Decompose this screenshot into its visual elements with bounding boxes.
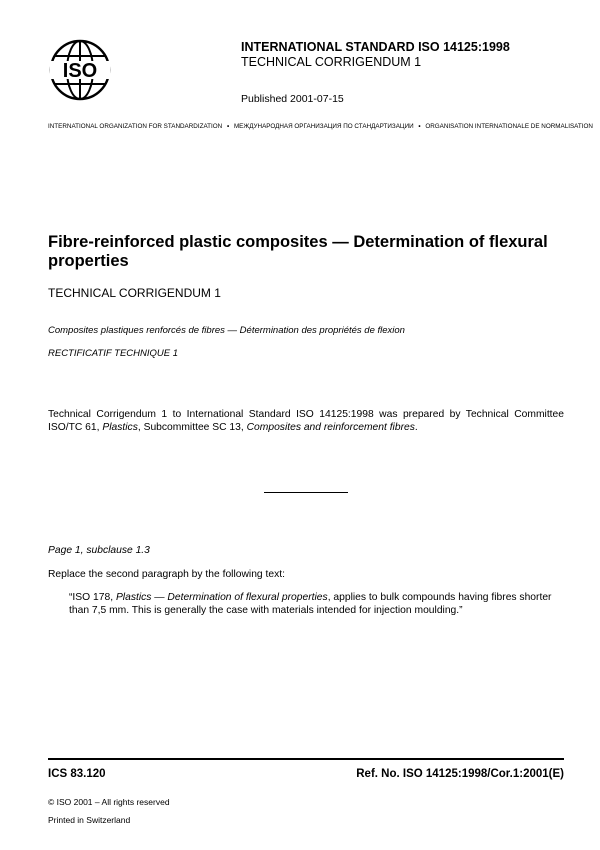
clause-location: Page 1, subclause 1.3 xyxy=(48,545,150,556)
corrigendum-label: TECHNICAL CORRIGENDUM 1 xyxy=(241,55,422,69)
separator-bullet: • xyxy=(226,123,230,130)
intro-paragraph: Technical Corrigendum 1 to International Standard ISO 14125:1998 was prepared by Technical Committee ISO/TC 61, Plastics, Subcommittee SC 13, Composites and reinforcement fibres. xyxy=(48,409,564,433)
printed-location: Printed in Switzerland xyxy=(48,815,131,825)
organization-line xyxy=(48,123,593,130)
separator-bullet: • xyxy=(418,123,421,130)
document-subtitle: TECHNICAL CORRIGENDUM 1 xyxy=(48,286,221,300)
org-name-english: INTERNATIONAL ORGANIZATION FOR STANDARDIZATION xyxy=(48,123,223,130)
replacement-text: “ISO 178, Plastics — Determination of flexural properties, applies to bulk compounds having fibres shorter than 7,5 mm. This is generally the case with materials intended for injection moulding.” xyxy=(69,592,552,616)
org-name-french: ORGANISATION INTERNATIONALE DE NORMALISATION xyxy=(425,123,593,130)
section-divider xyxy=(264,492,348,493)
replace-instruction: Replace the second paragraph by the following text: xyxy=(48,569,285,580)
ics-code: ICS 83.120 xyxy=(48,768,106,780)
standard-number: INTERNATIONAL STANDARD ISO 14125:1998 xyxy=(241,40,510,54)
french-subtitle: RECTIFICATIF TECHNIQUE 1 xyxy=(48,348,179,359)
org-name-russian: МЕЖДУНАРОДНАЯ ОРГАНИЗАЦИЯ ПО СТАНДАРТИЗАЦИИ xyxy=(233,123,414,130)
copyright-notice: © ISO 2001 – All rights reserved xyxy=(48,797,170,807)
published-date: Published 2001-07-15 xyxy=(241,93,344,105)
iso-logo xyxy=(48,38,112,102)
french-title: Composites plastiques renforcés de fibres — Détermination des propriétés de flexion xyxy=(48,325,405,336)
footer-rule xyxy=(48,758,564,760)
reference-number: Ref. No. ISO 14125:1998/Cor.1:2001(E) xyxy=(356,768,564,780)
quote-italic: Plastics — Determination of flexural properties xyxy=(115,592,328,603)
plastics-italic: Plastics xyxy=(102,422,138,433)
composites-italic: Composites and reinforcement fibres xyxy=(246,422,415,433)
document-title: Fibre-reinforced plastic composites — Determination of flexural properties xyxy=(48,233,548,270)
logo-text: ISO xyxy=(62,60,98,82)
